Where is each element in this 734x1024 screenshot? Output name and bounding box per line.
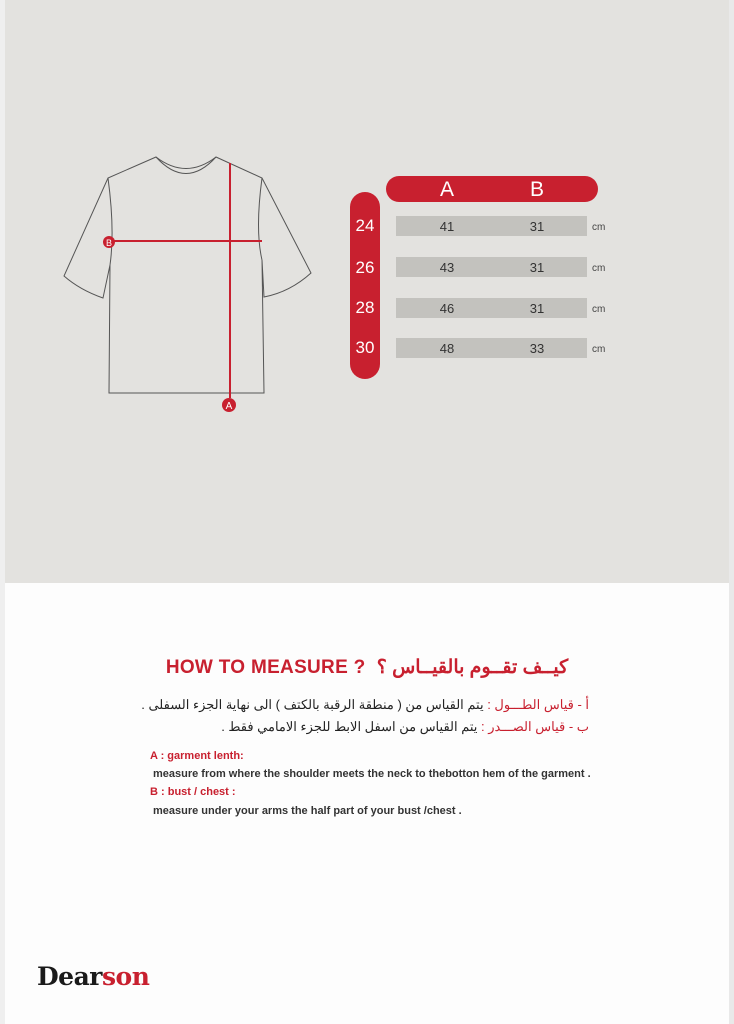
size-label: 26: [355, 258, 375, 277]
dearson-logo: [37, 962, 149, 991]
english-key-a: A : garment lenth:: [150, 750, 244, 762]
cell-b: 33: [529, 341, 545, 356]
cell-b: 31: [529, 301, 545, 316]
arabic-text-b: يتم القياس من اسفل الابط للجزء الامامي فقط .: [221, 719, 478, 734]
cell-a: 48: [439, 341, 455, 356]
arabic-text-a: يتم القياس من ( منطقة الرقبة بالكتف ) الى نهاية الجزء السفلى .: [141, 697, 484, 712]
unit-label: cm: [592, 304, 606, 315]
cell-a: 41: [439, 219, 455, 234]
column-header-bar: [386, 176, 598, 202]
column-header-a: A: [439, 178, 454, 201]
arabic-key-a: أ - قياس الطـــول :: [487, 697, 589, 712]
column-header-b: B: [529, 178, 544, 201]
table-row: [396, 338, 587, 358]
table-row: [396, 257, 587, 277]
table-row: [396, 216, 587, 236]
size-label: 24: [355, 216, 375, 235]
cell-b: 31: [529, 219, 545, 234]
english-text-a: measure from where the shoulder meets the neck to thebotton hem of the garment .: [153, 768, 591, 780]
logo-accent: son: [101, 962, 150, 991]
logo-main: Dear: [37, 962, 102, 991]
marker-b-label: B: [105, 238, 113, 248]
arabic-instruction-b: [221, 719, 589, 735]
cell-a: 43: [439, 260, 455, 275]
tshirt-outline: [64, 157, 311, 393]
english-text-b: measure under your arms the half part of your bust /chest .: [153, 805, 462, 817]
cell-a: 46: [439, 301, 455, 316]
cell-b: 31: [529, 260, 545, 275]
unit-label: cm: [592, 222, 606, 233]
arabic-instruction-a: [141, 697, 589, 713]
table-row: [396, 298, 587, 318]
marker-a-label: A: [225, 401, 233, 412]
size-label: 28: [355, 298, 375, 317]
arabic-key-b: ب - قياس الصـــدر :: [481, 719, 589, 734]
english-key-b: B : bust / chest :: [150, 786, 236, 798]
size-label: 30: [355, 338, 375, 357]
unit-label: cm: [592, 344, 606, 355]
how-to-measure-title: [0, 656, 734, 679]
unit-label: cm: [592, 263, 606, 274]
title-arabic: كيــف تقــوم بالقيــاس ؟: [376, 657, 569, 678]
title-english: HOW TO MEASURE ?: [165, 657, 366, 678]
